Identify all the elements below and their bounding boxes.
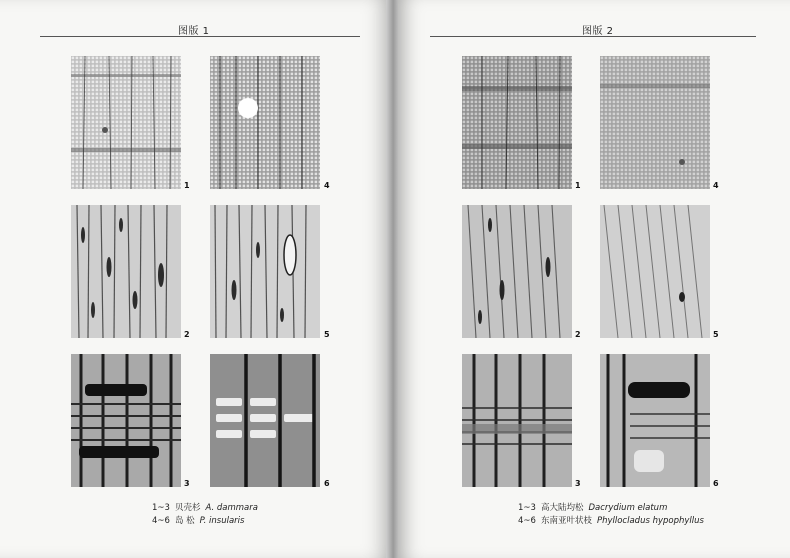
caption-line — [518, 514, 709, 526]
micrograph-radial-section — [71, 354, 181, 487]
caption-species-latin: P. insularis — [199, 516, 245, 526]
right-page — [398, 0, 790, 558]
micrograph-cross-section — [71, 56, 181, 189]
caption-line — [152, 514, 249, 526]
micrograph-radial-section — [210, 354, 320, 487]
panel-number: 4 — [713, 181, 719, 190]
caption-range: 1~3 — [518, 503, 536, 513]
micrograph-cross-section — [210, 56, 320, 189]
header-rule — [40, 36, 360, 37]
panel-number: 3 — [575, 479, 581, 488]
micrograph-cross-section — [600, 56, 710, 189]
caption-line — [518, 501, 672, 513]
micrograph-cross-section — [462, 56, 572, 189]
panel-number: 1 — [575, 181, 581, 190]
micrograph-tangential-section — [600, 205, 710, 338]
micrograph-radial-section — [600, 354, 710, 487]
caption-species-cn: 东南亚叶状枝 — [540, 516, 592, 526]
panel-number: 5 — [713, 330, 719, 339]
panel-number: 4 — [324, 181, 330, 190]
header-rule — [430, 36, 756, 37]
caption-range: 1~3 — [152, 503, 170, 513]
caption-range: 4~6 — [518, 516, 536, 526]
caption-line — [152, 501, 263, 513]
left-page — [0, 0, 392, 558]
caption-range: 4~6 — [152, 516, 170, 526]
micrograph-radial-section — [462, 354, 572, 487]
panel-number: 2 — [184, 330, 190, 339]
plate-title: 图版 1 — [178, 26, 210, 37]
caption-species-latin: Dacrydium elatum — [588, 503, 668, 513]
caption-species-cn: 岛 松 — [174, 516, 195, 526]
panel-number: 2 — [575, 330, 581, 339]
caption-species-latin: A. dammara — [205, 503, 258, 513]
panel-number: 6 — [324, 479, 330, 488]
micrograph-tangential-section — [210, 205, 320, 338]
caption-species-cn: 贝壳杉 — [174, 503, 201, 513]
panel-number: 3 — [184, 479, 190, 488]
panel-number: 5 — [324, 330, 330, 339]
caption-species-cn: 高大陆均松 — [540, 503, 584, 513]
micrograph-tangential-section — [71, 205, 181, 338]
micrograph-tangential-section — [462, 205, 572, 338]
caption-species-latin: Phyllocladus hypophyllus — [596, 516, 704, 526]
panel-number: 6 — [713, 479, 719, 488]
plate-title: 图版 2 — [582, 26, 614, 37]
panel-number: 1 — [184, 181, 190, 190]
